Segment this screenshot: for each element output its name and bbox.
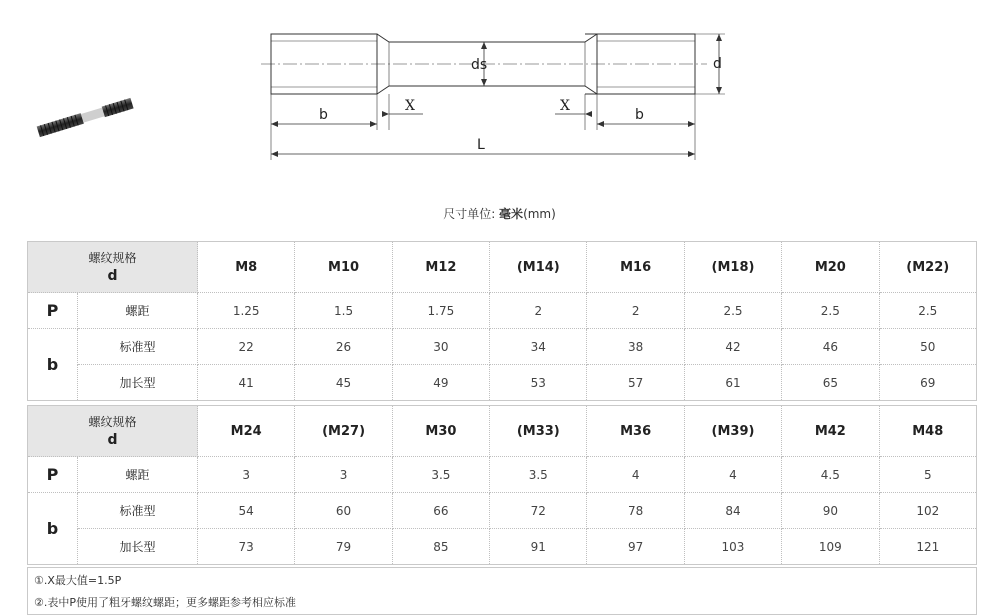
x-right-label: X	[560, 98, 570, 114]
note-1: ①.X最大值=1.5P	[34, 574, 122, 587]
b-symbol: b	[28, 329, 78, 401]
note-2: ②.表中P使用了粗牙螺纹螺距；更多螺距参考相应标准	[34, 596, 296, 609]
spec-table-2	[27, 405, 977, 565]
stud-bolt-photo	[30, 92, 140, 142]
long-value: 65	[782, 365, 879, 401]
size-cell: M30	[392, 406, 489, 457]
pitch-value: 2.5	[684, 293, 781, 329]
pitch-value: 5	[879, 457, 976, 493]
standard-value: 60	[295, 493, 392, 529]
b-left-label: b	[319, 107, 328, 123]
pitch-label: 螺距	[78, 293, 198, 329]
pitch-value: 3.5	[490, 457, 587, 493]
long-value: 53	[490, 365, 587, 401]
long-value: 109	[782, 529, 879, 565]
standard-value: 66	[392, 493, 489, 529]
pitch-value: 1.75	[392, 293, 489, 329]
standard-value: 38	[587, 329, 684, 365]
size-cell: (M18)	[684, 242, 781, 293]
L-label: L	[477, 137, 485, 153]
size-cell: M12	[392, 242, 489, 293]
b-symbol: b	[28, 493, 78, 565]
standard-label: 标准型	[78, 493, 198, 529]
long-value: 61	[684, 365, 781, 401]
long-value: 45	[295, 365, 392, 401]
header-symbol: d	[107, 268, 118, 284]
p-symbol: P	[28, 457, 78, 493]
pitch-value: 3	[198, 457, 295, 493]
standard-value: 46	[782, 329, 879, 365]
long-value: 49	[392, 365, 489, 401]
unit-note	[0, 205, 999, 222]
size-cell: M42	[782, 406, 879, 457]
size-cell: (M14)	[490, 242, 587, 293]
standard-value: 42	[684, 329, 781, 365]
spec-table-1	[27, 241, 977, 401]
unit-suffix: (mm)	[523, 207, 556, 221]
size-cell: (M22)	[879, 242, 976, 293]
pitch-label: 螺距	[78, 457, 198, 493]
size-cell: (M33)	[490, 406, 587, 457]
stud-dimension-drawing	[255, 22, 735, 162]
d-label: d	[713, 56, 722, 72]
standard-value: 30	[392, 329, 489, 365]
long-value: 57	[587, 365, 684, 401]
x-left-label: X	[405, 98, 415, 114]
long-value: 103	[684, 529, 781, 565]
size-cell: M48	[879, 406, 976, 457]
size-cell: M36	[587, 406, 684, 457]
pitch-value: 2.5	[782, 293, 879, 329]
long-value: 79	[295, 529, 392, 565]
size-cell: (M39)	[684, 406, 781, 457]
standard-value: 78	[587, 493, 684, 529]
size-cell: M8	[198, 242, 295, 293]
long-value: 121	[879, 529, 976, 565]
header-cell	[28, 406, 198, 457]
standard-value: 102	[879, 493, 976, 529]
long-value: 73	[198, 529, 295, 565]
long-label: 加长型	[78, 365, 198, 401]
pitch-value: 4	[587, 457, 684, 493]
pitch-value: 4.5	[782, 457, 879, 493]
pitch-value: 1.5	[295, 293, 392, 329]
long-value: 85	[392, 529, 489, 565]
pitch-value: 2.5	[879, 293, 976, 329]
standard-value: 54	[198, 493, 295, 529]
p-symbol: P	[28, 293, 78, 329]
size-cell: M16	[587, 242, 684, 293]
size-cell: M10	[295, 242, 392, 293]
long-value: 91	[490, 529, 587, 565]
pitch-value: 4	[684, 457, 781, 493]
notes-box	[27, 567, 977, 615]
pitch-value: 2	[490, 293, 587, 329]
long-value: 69	[879, 365, 976, 401]
standard-value: 50	[879, 329, 976, 365]
header-cell	[28, 242, 198, 293]
standard-label: 标准型	[78, 329, 198, 365]
standard-value: 90	[782, 493, 879, 529]
long-label: 加长型	[78, 529, 198, 565]
header-symbol: d	[107, 432, 118, 448]
long-value: 97	[587, 529, 684, 565]
long-value: 41	[198, 365, 295, 401]
b-right-label: b	[635, 107, 644, 123]
standard-value: 72	[490, 493, 587, 529]
size-cell: (M27)	[295, 406, 392, 457]
standard-value: 22	[198, 329, 295, 365]
standard-value: 26	[295, 329, 392, 365]
unit-strong: 毫米	[499, 207, 524, 221]
pitch-value: 3	[295, 457, 392, 493]
size-cell: M24	[198, 406, 295, 457]
unit-prefix: 尺寸单位:	[443, 207, 500, 221]
header-label: 螺纹规格	[88, 415, 137, 429]
pitch-value: 3.5	[392, 457, 489, 493]
pitch-value: 2	[587, 293, 684, 329]
size-cell: M20	[782, 242, 879, 293]
standard-value: 34	[490, 329, 587, 365]
header-label: 螺纹规格	[88, 251, 137, 265]
standard-value: 84	[684, 493, 781, 529]
pitch-value: 1.25	[198, 293, 295, 329]
ds-label: ds	[471, 57, 488, 73]
